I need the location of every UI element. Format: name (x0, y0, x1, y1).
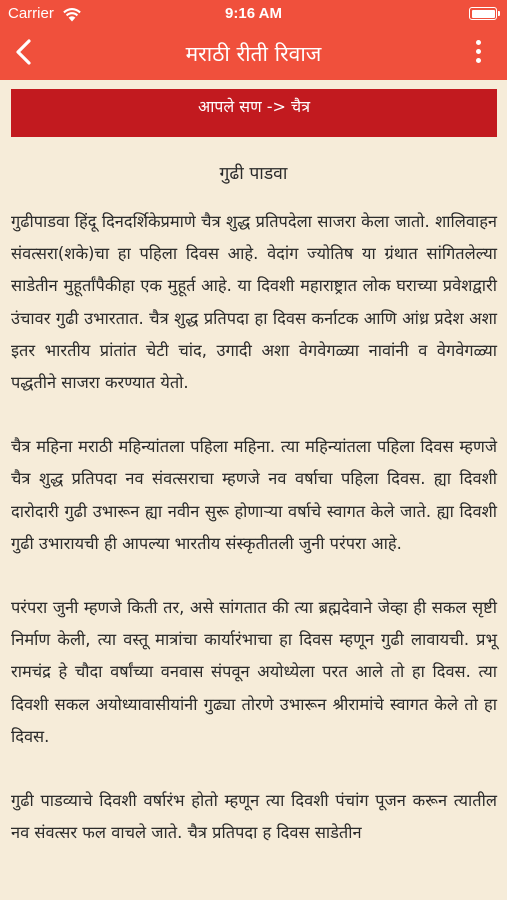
back-button[interactable] (8, 34, 42, 70)
article-paragraph: परंपरा जुनी म्हणजे किती तर, असे सांगतात की त्या ब्रह्मदेवाने जेव्हा ही सकल सृष्टी निर्माण केली, त्या वस्तू मात्रांचा कार्यारंभाचा हा दिवस म्हणून गुढी लावायची. प्रभू रामचंद्र हे चौदा वर्षांच्या वनवास संपवून अयोध्येला परत आले तो हा दिवस. त्या दिवशी सकल अयोध्यावासीयांनी गुढ्या तोरणे उभारून श्रीरामांचे स्वागत केले तो हा दिवस. (11, 598, 497, 746)
status-bar (0, 0, 507, 28)
article-paragraph: चैत्र महिना मराठी महिन्यांतला पहिला महिना. त्या महिन्यांतला पहिला दिवस म्हणजे चैत्र शुद्ध प्रतिपदा नव संवत्सराचा म्हणजे नव वर्षाचा पहिला दिवस. ह्या दिवशी दारोदारी गुढी उभारून ह्या नवीन सुरू होणाऱ्या वर्षाचे स्वागत केले जाते. ह्या दिवशी गुढी उभारायची ही आपल्या भारतीय संस्कृतीतली जुनी परंपरा आहे. (11, 437, 497, 553)
app-header (0, 0, 507, 80)
chevron-left-icon (8, 34, 42, 70)
battery-icon (469, 7, 497, 20)
page-title: मराठी रीती रिवाज (185, 42, 322, 66)
article-body (11, 206, 497, 881)
article-paragraph: गुढीपाडवा हिंदू दिनदर्शिकेप्रमाणे चैत्र शुद्ध प्रतिपदेला साजरा केला जातो. शालिवाहन संवत्सरा(शके)चा हा पहिला दिवस आहे. वेदांग ज्योतिष या ग्रंथात सांगितलेल्या साडेतीन मुहूर्तांपैकीहा एक मुहूर्त आहे. या दिवशी महाराष्ट्रात लोक घराच्या प्रवेशद्वारी उंचावर गुढी उभारतात. चैत्र शुद्ध प्रतिपदा हा दिवस कर्नाटक आणि आंध्र प्रदेश अशा इतर भारतीय प्रांतांत चेटी चांद, उगादी अशा वेगवेगळ्या नावांनी व वेगवेगळ्या पद्धतीने साजरा करण्यात येतो. (11, 212, 497, 393)
breadcrumb: आपले सण -> चैत्र (11, 89, 497, 137)
article-paragraph: गुढी पाडव्याचे दिवशी वर्षारंभ होतो म्हणून त्या दिवशी पंचांग पूजन करून त्यातील नव संवत्सर फल वाचले जाते. चैत्र प्रतिपदा ह दिवस साडेतीन (11, 791, 497, 843)
article-content[interactable] (0, 80, 507, 900)
clock-time: 9:16 AM (225, 5, 282, 22)
carrier-label: Carrier (8, 5, 54, 22)
more-menu-button[interactable] (471, 40, 485, 66)
more-vertical-icon (471, 40, 485, 63)
article-title: गुढी पाडवा (219, 164, 288, 184)
